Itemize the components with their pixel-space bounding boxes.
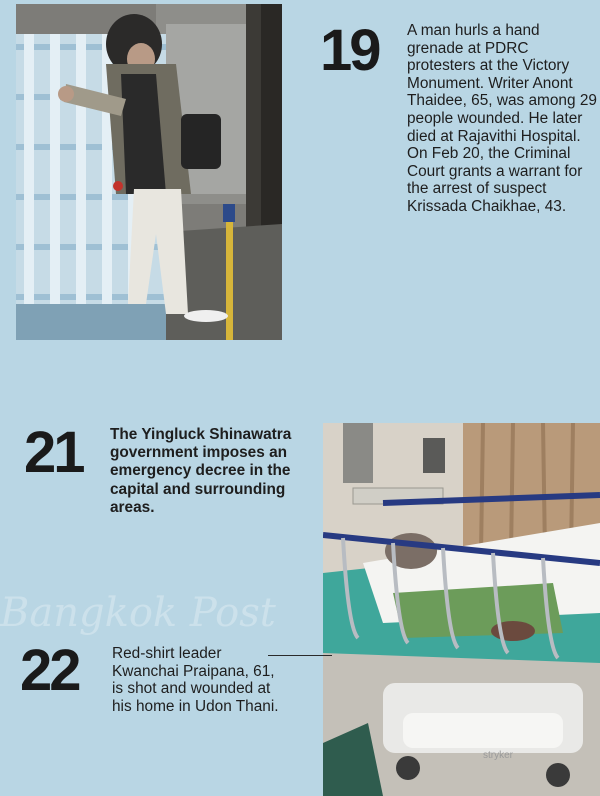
day-number-19: 19 [320,18,379,83]
svg-text:stryker: stryker [483,750,513,761]
entry-text-21: The Yingluck Shinawatra government imposes an emergency decree in the capital and surrounding areas. [110,426,292,516]
entry-text-22: Red-shirt leader Kwanchai Praipana, 61, is shot and wounded at his home in Udon Thani. [112,645,279,715]
publisher-watermark: Bangkok Post [0,590,276,636]
entry-text-19: A man hurls a hand grenade at PDRC protesters at the Victory Monument. Writer Anont Thaidee, 65, was among 29 people wounded. He later died at Rajavithi Hospital. On Feb 20, the Criminal Court grants a warrant for the arrest of suspect Krissada Chaikhae, 43. [407,22,597,215]
hospital-stretcher-photo [323,423,600,796]
day-number-22: 22 [20,638,79,703]
day-number-21: 21 [24,420,83,485]
grenade-attack-photo [16,4,282,340]
